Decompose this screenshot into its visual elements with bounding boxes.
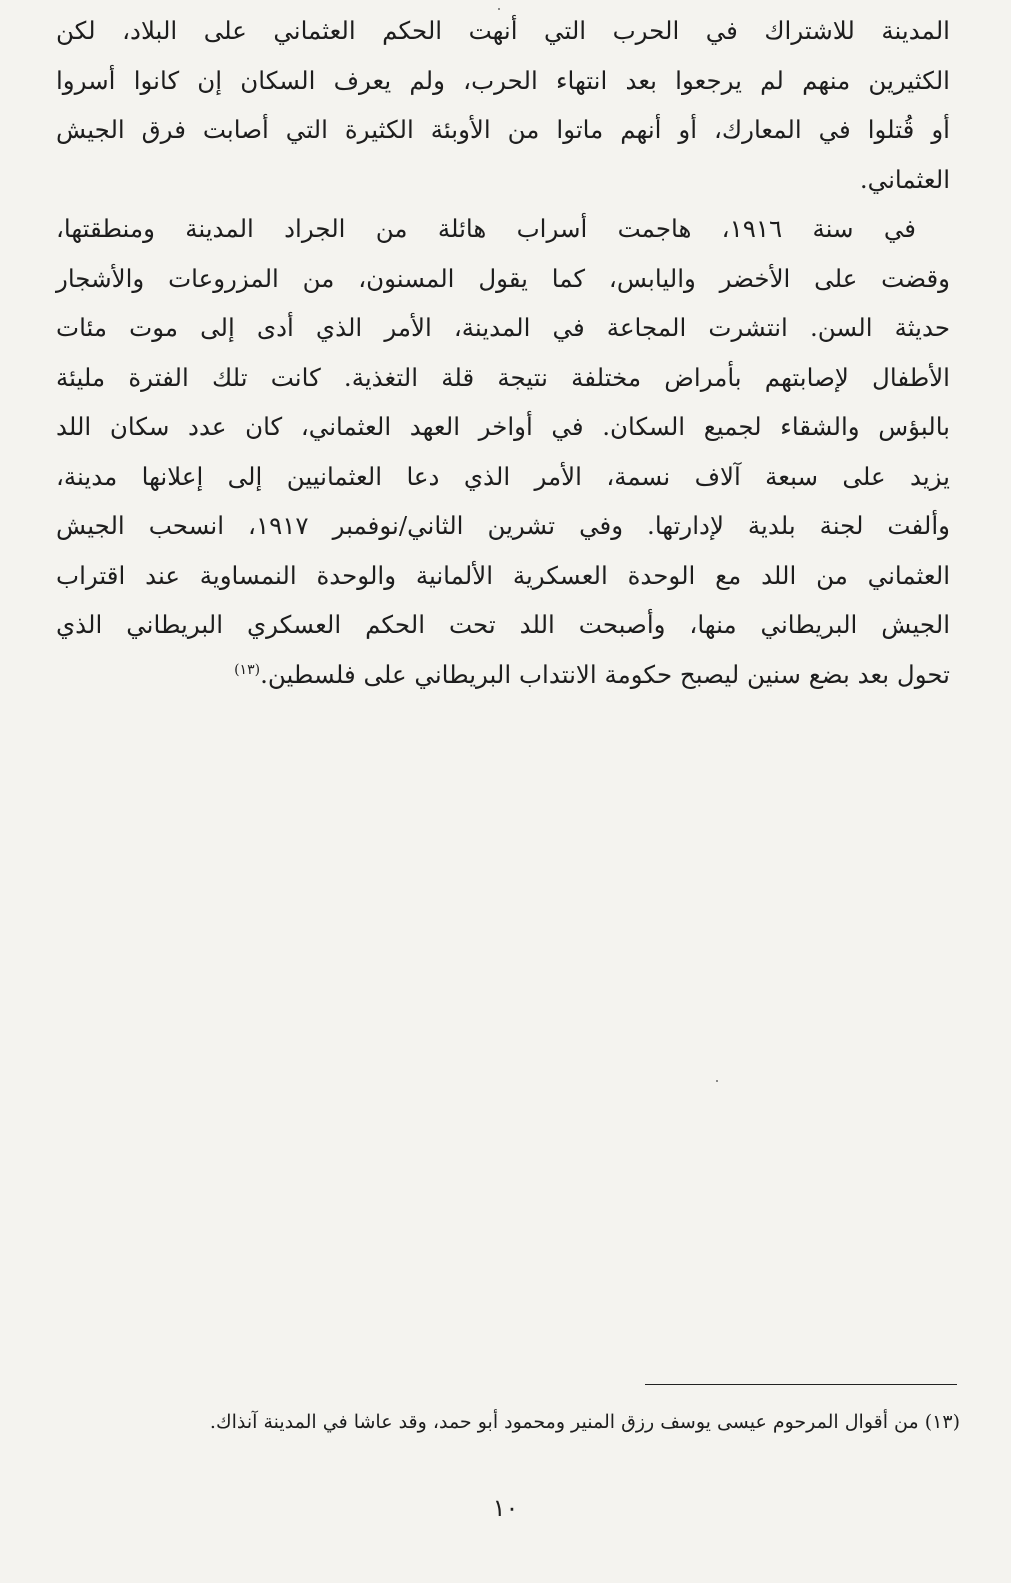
text-line: الأطفال لإصابتهم بأمراض مختلفة نتيجة قلة التغذية. كانت تلك الفترة مليئة [56,362,950,392]
text-line: العثماني من اللد مع الوحدة العسكرية الألمانية والوحدة النمساوية عند اقتراب [56,560,950,590]
text-line: أو قُتلوا في المعارك، أو أنهم ماتوا من الأوبئة الكثيرة التي أصابت فرق الجيش [56,115,950,144]
paragraph-2 [56,204,950,699]
text-line: الكثيرين منهم لم يرجعوا بعد انتهاء الحرب، ولم يعرف السكان إن كانوا أسروا [56,65,950,95]
text-line: حديثة السن. انتشرت المجاعة في المدينة، الأمر الذي أدى إلى موت مئات [56,313,950,342]
main-text [56,6,950,699]
paragraph-1 [56,6,950,204]
text-line-with-footnote [56,650,950,700]
scan-speck [716,1080,718,1082]
footnote: (١٣) من أقوال المرحوم عيسى يوسف رزق المنير ومحمود أبو حمد، وقد عاشا في المدينة آنذاك. [209,1411,960,1433]
text-line: تحول بعد بضع سنين ليصبح حكومة الانتداب البريطاني على فلسطين. [260,659,950,689]
text-line: يزيد على سبعة آلاف نسمة، الأمر الذي دعا العثمانيين إلى إعلانها مدينة، [56,461,950,491]
text-line: العثماني. [859,164,950,194]
footnote-reference: (١٣) [234,661,261,678]
text-line: وقضت على الأخضر واليابس، كما يقول المسنون، من المزروعات والأشجار [56,263,950,293]
text-line: المدينة للاشتراك في الحرب التي أنهت الحكم العثماني على البلاد، لكن [56,16,950,45]
page-number: ١٠ [492,1494,519,1522]
footnote-separator [645,1384,957,1385]
scan-speck [498,8,500,10]
text-line: الجيش البريطاني منها، وأصبحت اللد تحت الحكم العسكري البريطاني الذي [56,610,950,639]
text-line: وألفت لجنة بلدية لإدارتها. وفي تشرين الثاني/نوفمبر ١٩١٧، انسحب الجيش [56,511,950,540]
text-line: في سنة ١٩١٦، هاجمت أسراب هائلة من الجراد المدينة ومنطقتها، [56,214,917,243]
text-line: بالبؤس والشقاء لجميع السكان. في أواخر العهد العثماني، كان عدد سكان اللد [56,412,950,441]
